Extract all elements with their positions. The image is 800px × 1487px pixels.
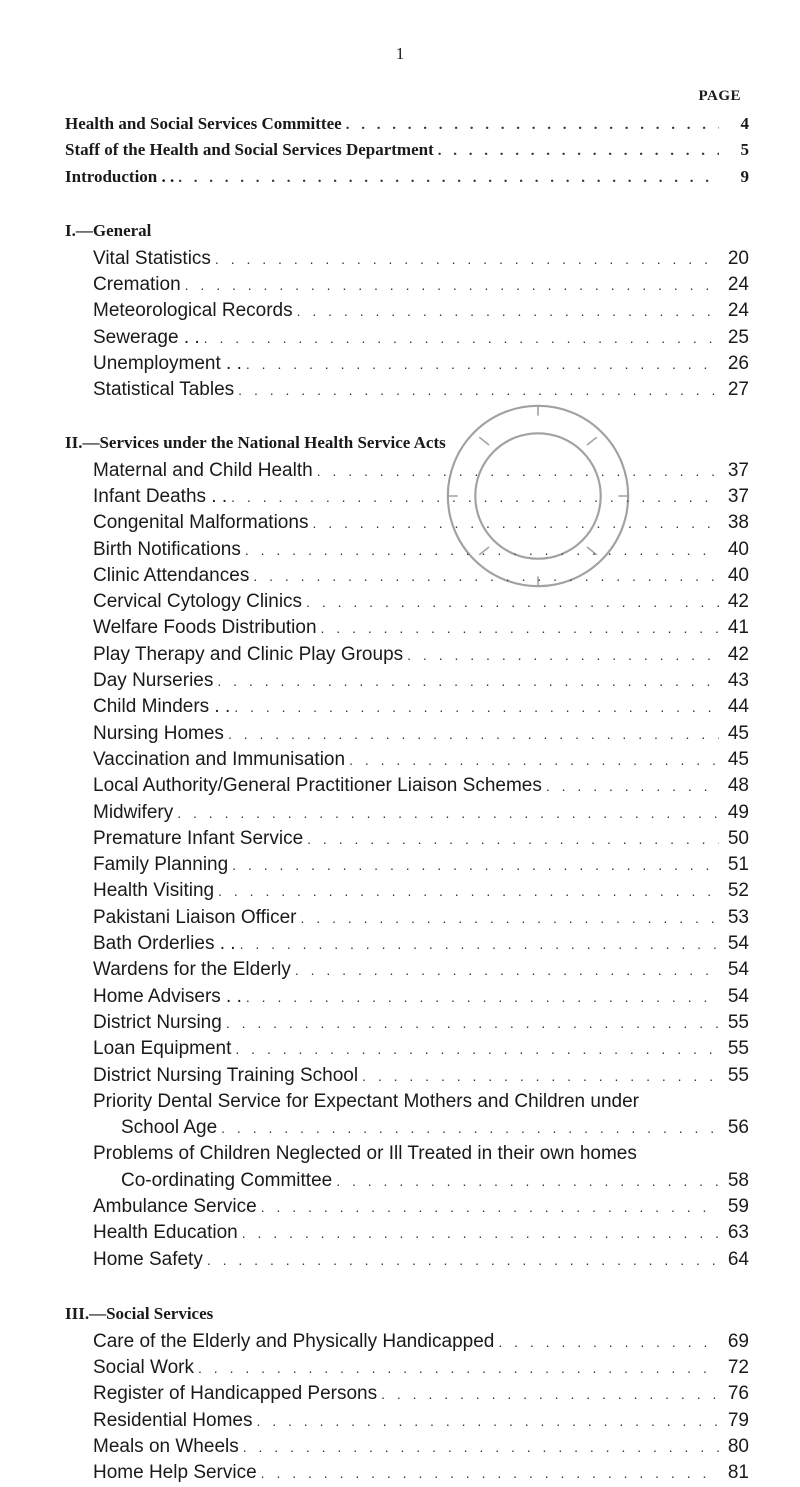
toc-entry[interactable] — [93, 615, 749, 641]
toc-entry[interactable] — [93, 563, 749, 589]
table-of-contents — [0, 111, 800, 1487]
toc-entry-title: Day Nurseries — [93, 670, 214, 692]
leader-dots — [243, 1434, 719, 1460]
leader-dots — [235, 1036, 719, 1062]
toc-entry[interactable] — [93, 1194, 749, 1220]
leader-dots — [407, 642, 719, 668]
toc-entry-title: Meals on Wheels — [93, 1436, 239, 1458]
toc-entry-title: Midwifery — [93, 801, 174, 823]
leader-dots — [242, 1220, 719, 1246]
toc-entry-title: Sewerage . . — [93, 326, 200, 348]
toc-entry-page: 49 — [727, 801, 749, 823]
toc-entry-page: 24 — [727, 274, 749, 296]
toc-entry[interactable] — [93, 589, 749, 615]
toc-entry-title: Nursing Homes — [93, 722, 224, 744]
toc-entry-title: District Nursing Training School — [93, 1064, 359, 1086]
toc-entry-page: 26 — [727, 353, 749, 375]
leader-dots — [381, 1381, 719, 1407]
toc-entry-page: 9 — [740, 166, 749, 186]
leader-dots — [307, 826, 719, 852]
toc-entry[interactable] — [93, 484, 749, 510]
toc-entry-title: Cremation — [93, 274, 181, 296]
toc-entry-page: 38 — [727, 512, 749, 534]
leader-dots — [207, 1247, 719, 1273]
toc-entry-page: 40 — [727, 564, 749, 586]
toc-entry[interactable] — [93, 1355, 749, 1381]
toc-entry-dental-line1[interactable] — [93, 1089, 749, 1115]
leader-dots — [317, 458, 719, 484]
toc-entry-staff[interactable] — [65, 137, 749, 163]
toc-entry[interactable] — [93, 298, 749, 324]
toc-entry-title: Care of the Elderly and Physically Handicapped — [93, 1330, 495, 1352]
leader-dots — [362, 1063, 719, 1089]
toc-entry[interactable] — [93, 773, 749, 799]
toc-entry[interactable] — [93, 1220, 749, 1246]
toc-entry[interactable] — [93, 325, 749, 351]
leader-dots — [261, 1460, 719, 1486]
leader-dots — [218, 878, 719, 904]
toc-entry-title: Loan Equipment — [93, 1038, 232, 1060]
toc-entry[interactable] — [93, 747, 749, 773]
toc-entry-title: Meteorological Records — [93, 300, 293, 322]
toc-entry-title: Premature Infant Service — [93, 827, 304, 849]
leader-dots — [300, 905, 719, 931]
leader-dots — [228, 721, 719, 747]
toc-entry-page: 45 — [727, 722, 749, 744]
leader-dots — [240, 931, 719, 957]
leader-dots — [246, 984, 719, 1010]
leader-dots — [238, 377, 719, 403]
toc-entry-title: Child Minders . . — [93, 696, 231, 718]
toc-entry-page: 54 — [727, 959, 749, 981]
toc-entry[interactable] — [93, 537, 749, 563]
leader-dots — [232, 852, 719, 878]
toc-entry[interactable] — [93, 1434, 749, 1460]
toc-entry-title: Clinic Attendances — [93, 564, 250, 586]
leader-dots — [297, 298, 719, 324]
toc-entry-page: 27 — [727, 379, 749, 401]
toc-entry-title: Cervical Cytology Clinics — [93, 591, 303, 613]
toc-entry-title: Congenital Malformations — [93, 512, 309, 534]
leader-dots — [221, 1115, 719, 1141]
section-heading-nhs-services: II.—Services under the National Health Service Acts — [65, 432, 446, 452]
toc-entry[interactable] — [93, 852, 749, 878]
toc-entry-page: 20 — [727, 247, 749, 269]
leader-dots — [295, 957, 719, 983]
toc-entry-page: 56 — [727, 1117, 749, 1139]
toc-entry-page: 45 — [727, 748, 749, 770]
toc-entry-title: Pakistani Liaison Officer — [93, 906, 297, 928]
leader-dots — [438, 138, 719, 164]
toc-entry-title: Staff of the Health and Social Services Department — [65, 140, 434, 160]
toc-entry[interactable] — [93, 826, 749, 852]
toc-entry-page: 58 — [727, 1169, 749, 1191]
leader-dots — [198, 1355, 719, 1381]
toc-entry-title: Health and Social Services Committee — [65, 114, 342, 133]
toc-entry-page: 42 — [727, 591, 749, 613]
toc-entry-title: Play Therapy and Clinic Play Groups — [93, 643, 404, 665]
toc-entry-page: 5 — [740, 140, 749, 160]
toc-entry-page: 25 — [727, 326, 749, 348]
leader-dots — [246, 351, 719, 377]
page-number: 1 — [395, 44, 405, 63]
toc-entry-title: Problems of Children Neglected or Ill Treated in their own homes — [93, 1143, 637, 1165]
toc-entry-page: 63 — [727, 1222, 749, 1244]
toc-entry-page: 55 — [727, 1064, 749, 1086]
toc-entry[interactable] — [93, 1010, 749, 1036]
toc-entry-title: Introduction . . — [65, 166, 175, 186]
toc-entry[interactable] — [93, 1036, 749, 1062]
toc-entry[interactable] — [93, 642, 749, 668]
toc-entry-title: Residential Homes — [93, 1409, 253, 1431]
toc-entry-title: Vital Statistics — [93, 247, 211, 269]
toc-entry-page: 76 — [727, 1383, 749, 1405]
toc-entry-page: 79 — [727, 1409, 749, 1431]
toc-entry-title: Co-ordinating Committee — [121, 1169, 333, 1191]
toc-entry-title: Priority Dental Service for Expectant Mothers and Children under — [93, 1090, 639, 1112]
toc-entry-page: 54 — [727, 985, 749, 1007]
toc-entry-page: 64 — [727, 1248, 749, 1270]
toc-entry-title: Maternal and Child Health — [93, 459, 313, 481]
toc-entry-page: 52 — [727, 880, 749, 902]
toc-entry[interactable] — [93, 984, 749, 1010]
toc-entry[interactable] — [93, 721, 749, 747]
toc-entry-title: Social Work — [93, 1357, 195, 1379]
toc-entry[interactable] — [93, 957, 749, 983]
page-column-label: PAGE — [698, 88, 741, 104]
toc-entry[interactable] — [93, 931, 749, 957]
toc-entry[interactable] — [93, 246, 749, 272]
toc-entry-page: 41 — [727, 617, 749, 639]
leader-dots — [321, 615, 719, 641]
leader-dots — [346, 112, 719, 138]
leader-dots — [215, 246, 719, 272]
toc-entry-page: 44 — [727, 696, 749, 718]
toc-entry[interactable] — [93, 1381, 749, 1407]
toc-entry-title: Ambulance Service — [93, 1195, 257, 1217]
toc-entry[interactable] — [93, 351, 749, 377]
toc-entry[interactable] — [93, 272, 749, 298]
leader-dots — [204, 325, 719, 351]
leader-dots — [185, 272, 719, 298]
toc-entry-title: Family Planning — [93, 854, 229, 876]
toc-entry-page: 55 — [727, 1011, 749, 1033]
toc-entry[interactable] — [93, 694, 749, 720]
toc-entry[interactable] — [93, 510, 749, 536]
leader-dots — [217, 668, 719, 694]
toc-entry-title: Welfare Foods Distribution — [93, 617, 317, 639]
toc-entry-title: School Age — [121, 1117, 218, 1139]
toc-entry[interactable] — [93, 1408, 749, 1434]
toc-entry-title: Home Safety — [93, 1248, 203, 1270]
leader-dots — [177, 800, 719, 826]
toc-entry-page: 51 — [727, 854, 749, 876]
toc-entry-page: 80 — [727, 1436, 749, 1458]
toc-entry-page: 69 — [727, 1330, 749, 1352]
leader-dots — [226, 1010, 719, 1036]
leader-dots — [245, 537, 719, 563]
toc-entry-page: 37 — [727, 459, 749, 481]
toc-entry[interactable] — [93, 377, 749, 403]
toc-entry-page: 24 — [727, 300, 749, 322]
toc-entry-title: Wardens for the Elderly — [93, 959, 291, 981]
toc-entry[interactable] — [93, 1063, 749, 1089]
toc-entry-page: 50 — [727, 827, 749, 849]
toc-entry[interactable] — [93, 668, 749, 694]
toc-entry-dental-line2[interactable] — [93, 1115, 749, 1141]
toc-entry-page: 37 — [727, 485, 749, 507]
toc-entry-page: 42 — [727, 643, 749, 665]
leader-dots — [546, 773, 719, 799]
toc-entry[interactable] — [93, 458, 749, 484]
toc-entry-title: Birth Notifications — [93, 538, 241, 560]
toc-entry-title: Bath Orderlies . . — [93, 933, 236, 955]
toc-entry-title: Statistical Tables — [93, 379, 235, 401]
toc-entry-page: 81 — [727, 1462, 749, 1484]
toc-entry-page: 72 — [727, 1357, 749, 1379]
toc-entry-title: Local Authority/General Practitioner Liaison Schemes — [93, 775, 542, 797]
leader-dots — [234, 694, 719, 720]
toc-entry-title: Home Help Service — [93, 1462, 257, 1484]
toc-entry[interactable] — [93, 905, 749, 931]
toc-entry-title: Health Education — [93, 1222, 238, 1244]
toc-entry-page: 40 — [727, 538, 749, 560]
toc-entry-page: 59 — [727, 1195, 749, 1217]
leader-dots — [336, 1168, 719, 1194]
toc-entry-page: 48 — [727, 775, 749, 797]
leader-dots — [231, 484, 719, 510]
toc-entry-title: Vaccination and Immunisation — [93, 748, 346, 770]
leader-dots — [312, 510, 719, 536]
toc-entry-page: 53 — [727, 906, 749, 928]
toc-entry-title: Infant Deaths . . — [93, 485, 228, 507]
leader-dots — [261, 1194, 719, 1220]
leader-dots — [256, 1408, 719, 1434]
toc-entry-title: District Nursing — [93, 1011, 222, 1033]
toc-entry[interactable] — [93, 1247, 749, 1273]
toc-entry[interactable] — [93, 878, 749, 904]
toc-entry[interactable] — [93, 800, 749, 826]
toc-entry-committee[interactable] — [65, 111, 749, 137]
leader-dots — [306, 589, 719, 615]
toc-entry-title: Home Advisers . . — [93, 985, 242, 1007]
toc-entry-title: Unemployment . . — [93, 353, 242, 375]
toc-entry-neglect-line1[interactable] — [93, 1141, 749, 1167]
toc-entry-page: 43 — [727, 670, 749, 692]
leader-dots — [178, 165, 719, 191]
section-heading-general: I.—General — [65, 220, 152, 240]
toc-entry-title: Health Visiting — [93, 880, 215, 902]
toc-entry-introduction[interactable] — [65, 164, 749, 190]
section-heading-social-services: III.—Social Services — [65, 1303, 214, 1323]
toc-entry-page: 4 — [740, 114, 749, 133]
toc-entry-neglect-line2[interactable] — [93, 1168, 749, 1194]
leader-dots — [253, 563, 719, 589]
leader-dots — [349, 747, 719, 773]
toc-entry-page: 54 — [727, 933, 749, 955]
toc-entry-title: Register of Handicapped Persons — [93, 1383, 378, 1405]
toc-entry-page: 55 — [727, 1038, 749, 1060]
toc-entry[interactable] — [93, 1460, 749, 1486]
